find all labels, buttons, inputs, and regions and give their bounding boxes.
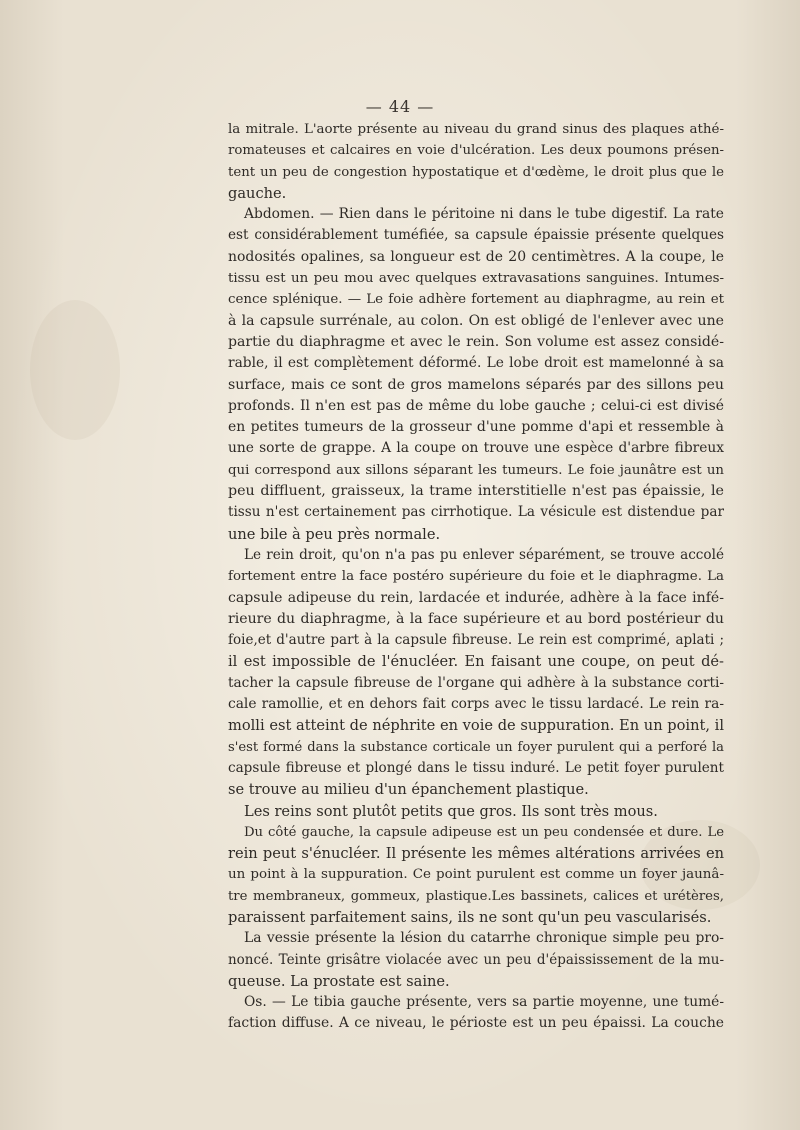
- text-line: capsule fibreuse et plongé dans le tissu induré. Le petit foyer purulent: [228, 759, 724, 776]
- text-line: gauche.: [228, 184, 287, 202]
- text-line: tent un peu de congestion hypostatique et d'œdème, le droit plus que le: [228, 164, 724, 180]
- text-line: profonds. Il n'en est pas de même du lobe gauche ; celui-ci est divisé: [228, 397, 724, 414]
- text-line: une sorte de grappe. A la coupe on trouve une espèce d'arbre fibreux: [228, 440, 724, 457]
- text-line: surface, mais ce sont de gros mamelons séparés par des sillons peu: [228, 376, 724, 393]
- text-line: fortement entre la face postéro supérieure du foie et le diaphragme. La: [228, 569, 724, 585]
- text-line: Du côté gauche, la capsule adipeuse est un peu condensée et dure. Le: [244, 824, 724, 840]
- text-line: paraissent parfaitement sains, ils ne sont qu'un peu vascularisés.: [228, 908, 712, 926]
- text-line: la mitrale. L'aorte présente au niveau du grand sinus des plaques athé-: [228, 122, 724, 137]
- text-line: tre membraneux, gommeux, plastique.Les bassinets, calices et urétères,: [228, 888, 724, 904]
- text-line: en petites tumeurs de la grosseur d'une pomme d'api et ressemble à: [228, 419, 724, 436]
- text-line: à la capsule surrénale, au colon. On est obligé de l'enlever avec une: [228, 312, 724, 329]
- text-line: une bile à peu près normale.: [228, 525, 441, 543]
- text-line: nodosités opalines, sa longueur est de 20 centimètres. A la coupe, le: [228, 248, 724, 265]
- text-line: rable, il est complètement déformé. Le lobe droit est mamelonné à sa: [228, 355, 724, 372]
- text-line: foie,et d'autre part à la capsule fibreuse. Le rein est comprimé, aplati ;: [228, 632, 724, 649]
- text-line: molli est atteint de néphrite en voie de suppuration. En un point, il: [228, 717, 724, 735]
- text-line: faction diffuse. A ce niveau, le périoste est un peu épaissi. La couche: [228, 1015, 724, 1032]
- text-line: peu diffluent, graisseux, la trame interstitielle n'est pas épaissie, le: [228, 483, 724, 500]
- paper-stain: [30, 300, 120, 440]
- text-line: La vessie présente la lésion du catarrhe chronique simple peu pro-: [244, 930, 724, 947]
- text-line: cale ramollie, et en dehors fait corps avec le tissu lardacé. Le rein ra-: [228, 696, 724, 713]
- text-line: rieure du diaphragme, à la face supérieure et au bord postérieur du: [228, 610, 724, 627]
- text-line: rein peut s'énucléer. Il présente les mêmes altérations arrivées en: [228, 845, 724, 863]
- text-line: Abdomen. — Rien dans le péritoine ni dans le tube digestif. La rate: [244, 206, 724, 223]
- text-line: noncé. Teinte grisâtre violacée avec un peu d'épaississement de la mu-: [228, 951, 724, 968]
- text-line: est considérablement tuméfiée, sa capsule épaissie présente quelques: [228, 227, 724, 244]
- text-line: tacher la capsule fibreuse de l'organe qui adhère à la substance corti-: [228, 674, 724, 691]
- text-line: tissu est un peu mou avec quelques extravasations sanguines. Intumes-: [228, 271, 724, 287]
- text-line: un point à la suppuration. Ce point purulent est comme un foyer jaunâ-: [228, 867, 724, 883]
- text-line: Les reins sont plutôt petits que gros. Ils sont très mous.: [244, 802, 658, 820]
- text-line: s'est formé dans la substance corticale un foyer purulent qui a perforé la: [228, 739, 724, 755]
- text-line: Le rein droit, qu'on n'a pas pu enlever séparément, se trouve accolé: [244, 546, 724, 563]
- text-line: cence splénique. — Le foie adhère fortement au diaphragme, au rein et: [228, 292, 724, 308]
- page-number: — 44 —: [365, 97, 435, 116]
- text-line: il est impossible de l'énucléer. En faisant une coupe, on peut dé-: [228, 653, 724, 671]
- text-line: romateuses et calcaires en voie d'ulcération. Les deux poumons présen-: [228, 143, 724, 159]
- text-line: tissu n'est certainement pas cirrhotique. La vésicule est distendue par: [228, 504, 724, 521]
- body-text: [228, 119, 724, 1035]
- text-line: Os. — Le tibia gauche présente, vers sa partie moyenne, une tumé-: [244, 994, 724, 1011]
- text-line: partie du diaphragme et avec le rein. Son volume est assez considé-: [228, 333, 724, 350]
- text-line: queuse. La prostate est saine.: [228, 972, 450, 990]
- text-line: qui correspond aux sillons séparant les tumeurs. Le foie jaunâtre est un: [228, 462, 724, 478]
- text-line: capsule adipeuse du rein, lardacée et indurée, adhère à la face infé-: [228, 589, 724, 606]
- text-line: se trouve au milieu d'un épanchement plastique.: [228, 781, 589, 799]
